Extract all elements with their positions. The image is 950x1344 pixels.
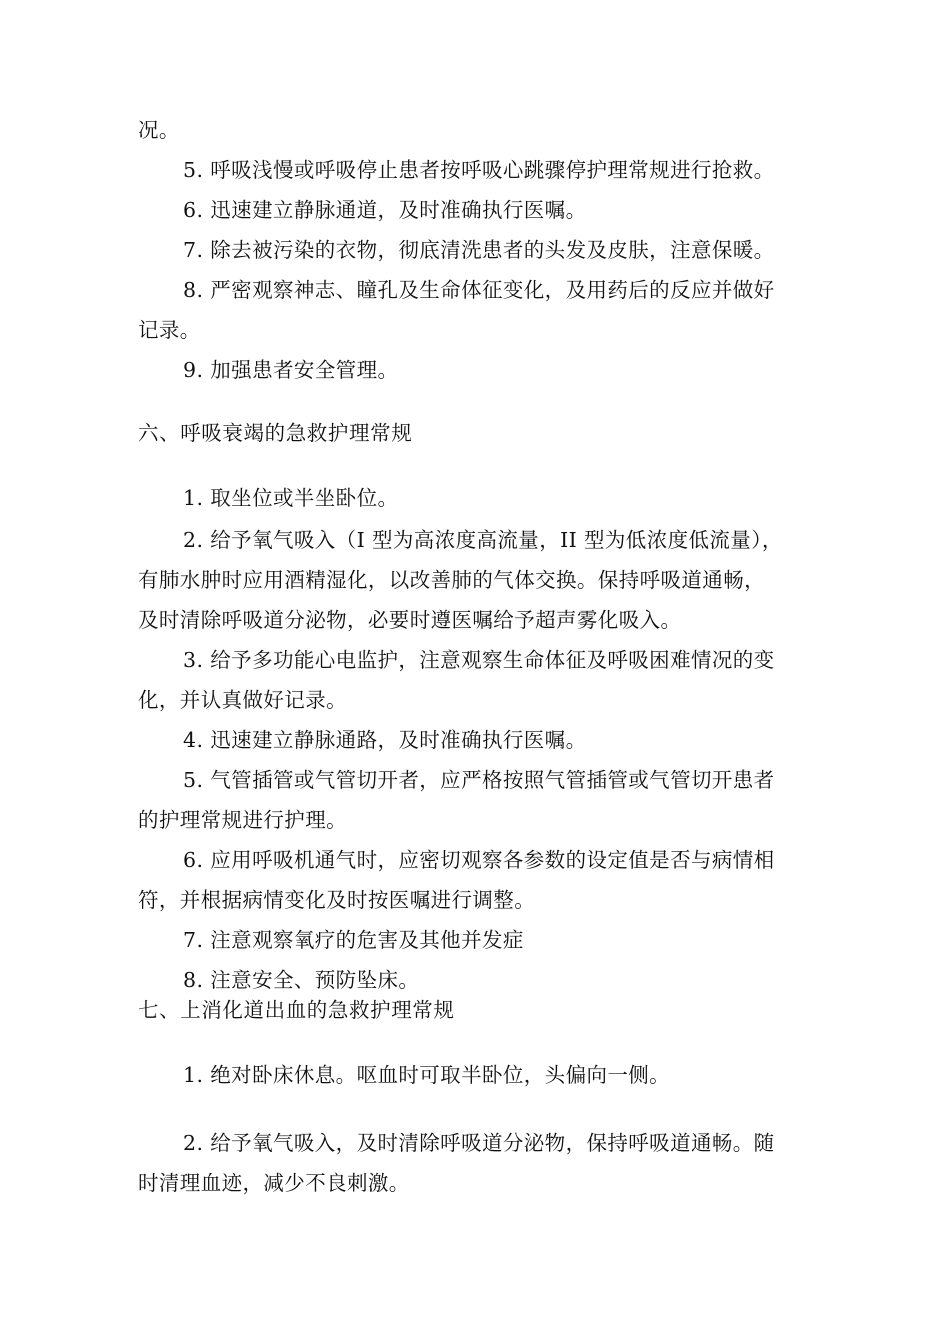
text-line: 6. 应用呼吸机通气时，应密切观察各参数的设定值是否与病情相 [183, 848, 775, 872]
text-line: 3. 给予多功能心电监护，注意观察生命体征及呼吸困难情况的变 [183, 648, 775, 672]
text-line: 5. 气管插管或气管切开者，应严格按照气管插管或气管切开患者 [183, 768, 775, 792]
text-line: 1. 取坐位或半坐卧位。 [183, 486, 399, 510]
text-line: 7. 注意观察氧疗的危害及其他并发症 [183, 928, 524, 952]
text-line: 及时清除呼吸道分泌物，必要时遵医嘱给予超声雾化吸入。 [138, 608, 682, 632]
text-line: 4. 迅速建立静脉通路，及时准确执行医嘱。 [183, 728, 587, 752]
text-line: 记录。 [138, 318, 201, 342]
text-line: 1. 绝对卧床休息。呕血时可取半卧位，头偏向一侧。 [183, 1063, 671, 1087]
text-line: 时清理血迹，减少不良刺激。 [138, 1171, 410, 1195]
text-line: 7. 除去被污染的衣物，彻底清洗患者的头发及皮肤，注意保暖。 [183, 238, 775, 262]
text-line: 8. 严密观察神志、瞳孔及生命体征变化，及用药后的反应并做好 [183, 278, 775, 302]
text-line: 8. 注意安全、预防坠床。 [183, 968, 420, 992]
text-line: 的护理常规进行护理。 [138, 808, 347, 832]
text-line: 5. 呼吸浅慢或呼吸停止患者按呼吸心跳骤停护理常规进行抢救。 [183, 158, 775, 182]
section-heading: 七、上消化道出血的急救护理常规 [138, 998, 455, 1022]
text-line: 有肺水肿时应用酒精湿化，以改善肺的气体交换。保持呼吸道通畅， [138, 568, 765, 592]
section-heading: 六、呼吸衰竭的急救护理常规 [138, 421, 413, 445]
text-line: 9. 加强患者安全管理。 [183, 358, 399, 382]
text-line: 符，并根据病情变化及时按医嘱进行调整。 [138, 888, 536, 912]
text-line: 2. 给予氧气吸入（I 型为高浓度高流量，II 型为低浓度低流量）， [183, 528, 783, 552]
text-line: 况。 [138, 118, 180, 142]
text-line: 化，并认真做好记录。 [138, 688, 347, 712]
text-line: 2. 给予氧气吸入，及时清除呼吸道分泌物，保持呼吸道通畅。随 [183, 1131, 775, 1155]
text-line: 6. 迅速建立静脉通道，及时准确执行医嘱。 [183, 198, 587, 222]
